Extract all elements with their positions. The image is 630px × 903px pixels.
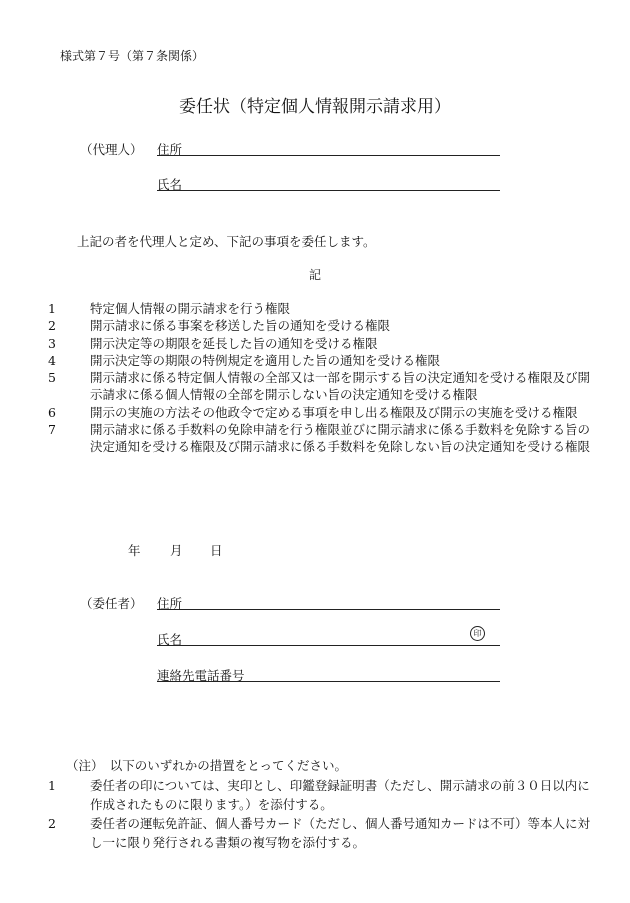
item-number: 3	[48, 335, 56, 351]
principal-name-label: 氏名	[157, 632, 183, 647]
notes-list	[48, 776, 602, 852]
ki-heading: 記	[308, 268, 321, 282]
principal-address-line[interactable]	[157, 609, 500, 610]
agent-name-label: 氏名	[157, 177, 183, 192]
list-item	[48, 352, 602, 369]
date-year-label: 年	[128, 543, 141, 558]
agent-address-line[interactable]	[157, 155, 500, 156]
item-text: 開示決定等の期限を延長した旨の通知を受ける権限	[90, 335, 378, 351]
note-text: 委任者の印については、実印とし、印鑑登録証明書（ただし、開示請求の前３０日以内に作成されたものに限ります。）を添付する。	[90, 778, 590, 812]
list-item	[48, 776, 602, 814]
list-item	[48, 421, 602, 456]
item-number: 2	[48, 318, 56, 334]
list-item	[48, 335, 602, 352]
item-number: 7	[48, 422, 56, 438]
note-number: 2	[48, 816, 56, 831]
note-text: 委任者の運転免許証、個人番号カード（ただし、個人番号通知カードは不可）等本人に対し一に限り発行される書類の複写物を添付する。	[90, 816, 591, 850]
item-text: 開示請求に係る手数料の免除申請を行う権限並びに開示請求に係る手数料を免除する旨の決定通知を受ける権限及び開示請求に係る手数料を免除しない旨の決定通知を受ける権限	[90, 422, 591, 455]
list-item	[48, 404, 602, 421]
agent-label: （代理人）	[80, 142, 143, 157]
list-item	[48, 369, 602, 404]
agent-name-line[interactable]	[157, 190, 500, 191]
principal-label: （委任者）	[80, 596, 143, 611]
list-item	[48, 317, 602, 334]
date-month-label: 月	[170, 543, 183, 558]
item-text: 開示決定等の期限の特例規定を適用した旨の通知を受ける権限	[90, 352, 441, 368]
item-number: 6	[48, 404, 56, 420]
item-text: 開示請求に係る事案を移送した旨の通知を受ける権限	[90, 318, 391, 334]
agent-address-label: 住所	[157, 142, 183, 157]
delegated-items-list	[48, 300, 602, 456]
item-number: 5	[48, 370, 56, 386]
list-item	[48, 300, 602, 317]
date-day-label: 日	[210, 543, 223, 558]
notes-heading: （注） 以下のいずれかの措置をとってください。	[66, 758, 348, 773]
principal-name-line[interactable]	[157, 645, 500, 646]
list-item	[48, 814, 602, 852]
seal-mark-icon: 印	[470, 626, 485, 641]
document-title: 委任状（特定個人情報開示請求用）	[179, 97, 451, 117]
note-number: 1	[48, 778, 56, 793]
item-text: 特定個人情報の開示請求を行う権限	[90, 301, 291, 316]
principal-phone-label: 連絡先電話番号	[157, 668, 245, 683]
item-number: 1	[48, 301, 56, 316]
item-number: 4	[48, 352, 56, 368]
form-number: 様式第７号（第７条関係）	[60, 49, 205, 63]
delegation-statement: 上記の者を代理人と定め、下記の事項を委任します。	[77, 234, 376, 249]
item-text: 開示請求に係る特定個人情報の全部又は一部を開示する旨の決定通知を受ける権限及び開示請求に係る個人情報の全部を開示しない旨の決定通知を受ける権限	[90, 370, 591, 403]
principal-phone-line[interactable]	[157, 681, 500, 682]
item-text: 開示の実施の方法その他政令で定める事項を申し出る権限及び開示の実施を受ける権限	[90, 404, 578, 420]
principal-address-label: 住所	[157, 596, 183, 611]
